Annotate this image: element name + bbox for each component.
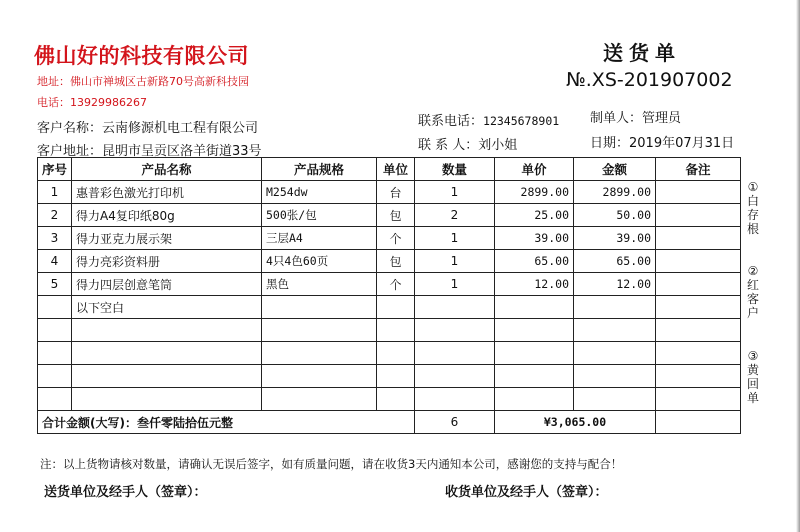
date-label: 日期： [590,136,630,151]
cell-spec: 三层A4 [262,227,377,250]
company-address: 地址：佛山市禅城区古新路70号高新科技园 [37,75,249,88]
cell-amount: 50.00 [574,204,656,227]
contact-phone-line [418,110,559,129]
table-row [38,342,741,365]
document-number: №.XS-201907002 [566,69,733,91]
copy-label-white: ①白存根 [746,180,759,236]
header-name: 产品名称 [72,158,262,181]
cell-unit: 包 [377,250,415,273]
customer-address: 昆明市呈贡区洛羊街道33号 [102,144,262,159]
table-row [38,319,741,342]
date: 2019年07月31日 [629,136,735,151]
header-amount: 金额 [574,158,656,181]
table-row [38,181,741,204]
cell-amount [574,296,656,319]
cell-amount: 65.00 [574,250,656,273]
table-row [38,204,741,227]
header-spec: 产品规格 [262,158,377,181]
table-row [38,273,741,296]
cell-qty: 1 [415,227,495,250]
cell-price: 2899.00 [495,181,574,204]
date-line [590,132,734,151]
cell-qty: 2 [415,204,495,227]
contact-phone-label: 联系电话： [418,114,484,129]
maker-label: 制单人： [590,111,643,126]
contact-person-line [418,134,517,153]
cell-remark [656,204,741,227]
customer-name-line [37,117,258,136]
contact-person: 刘小姐 [478,138,518,153]
customer-address-label: 客户地址： [37,144,103,159]
cell-price [495,296,574,319]
cell-amount: 2899.00 [574,181,656,204]
cell-qty [415,296,495,319]
cell-remark [656,273,741,296]
customer-name-label: 客户名称： [37,121,103,136]
table-row [38,388,741,411]
total-amount: ¥3,065.00 [495,411,656,434]
cell-amount: 39.00 [574,227,656,250]
company-name: 佛山好的科技有限公司 [34,44,249,68]
cell-name: 得力亚克力展示架 [72,227,262,250]
total-qty: 6 [415,411,495,434]
copy-label-yellow: ③黄回单 [746,349,759,405]
cell-remark [656,181,741,204]
total-amount-words: 合计金额(大写)：叁仟零陆拾伍元整 [38,411,415,434]
cell-spec [262,296,377,319]
table-row [38,365,741,388]
document-title: 送货单 [603,41,681,65]
table-header-row [38,158,741,181]
maker: 管理员 [642,111,682,126]
sender-signature-label: 送货单位及经手人（签章）： [44,485,207,500]
header-price: 单价 [495,158,574,181]
cell-qty: 1 [415,250,495,273]
cell-remark [656,250,741,273]
cell-no: 1 [38,181,72,204]
cell-spec: 500张/包 [262,204,377,227]
company-phone: 电话：13929986267 [37,96,147,109]
cell-unit [377,296,415,319]
cell-no: 3 [38,227,72,250]
page-edge-shadow [796,0,800,532]
cell-name: 得力亮彩资料册 [72,250,262,273]
cell-price: 12.00 [495,273,574,296]
cell-spec: M254dw [262,181,377,204]
cell-remark [656,227,741,250]
cell-name: 惠普彩色激光打印机 [72,181,262,204]
cell-name: 得力A4复印纸80g [72,204,262,227]
cell-no: 5 [38,273,72,296]
cell-name: 得力四层创意笔筒 [72,273,262,296]
cell-unit: 个 [377,227,415,250]
customer-name: 云南修源机电工程有限公司 [102,121,259,136]
cell-amount: 12.00 [574,273,656,296]
items-table [37,157,741,434]
contact-person-label: 联 系 人： [418,138,479,153]
cell-spec: 4只4色60页 [262,250,377,273]
cell-price: 25.00 [495,204,574,227]
header-unit: 单位 [377,158,415,181]
table-row [38,227,741,250]
header-qty: 数量 [415,158,495,181]
cell-unit: 台 [377,181,415,204]
cell-no: 4 [38,250,72,273]
cell-price: 65.00 [495,250,574,273]
cell-no [38,296,72,319]
table-row [38,250,741,273]
header-remark: 备注 [656,158,741,181]
maker-line [590,107,681,126]
cell-price: 39.00 [495,227,574,250]
cell-qty: 1 [415,181,495,204]
header-no: 序号 [38,158,72,181]
table-row [38,296,741,319]
receiver-signature-label: 收货单位及经手人（签章）： [445,485,608,500]
copy-label-red: ②红客户 [746,264,759,320]
cell-spec: 黑色 [262,273,377,296]
total-row [38,411,741,434]
cell-unit: 个 [377,273,415,296]
total-remark [656,411,741,434]
footer-note: 注：以上货物请核对数量，请确认无误后签字，如有质量问题，请在收货3天内通知本公司，感谢您的支持与配合！ [40,457,623,471]
cell-no: 2 [38,204,72,227]
cell-remark [656,296,741,319]
cell-name: 以下空白 [72,296,262,319]
contact-phone: 12345678901 [483,114,560,128]
cell-qty: 1 [415,273,495,296]
cell-unit: 包 [377,204,415,227]
